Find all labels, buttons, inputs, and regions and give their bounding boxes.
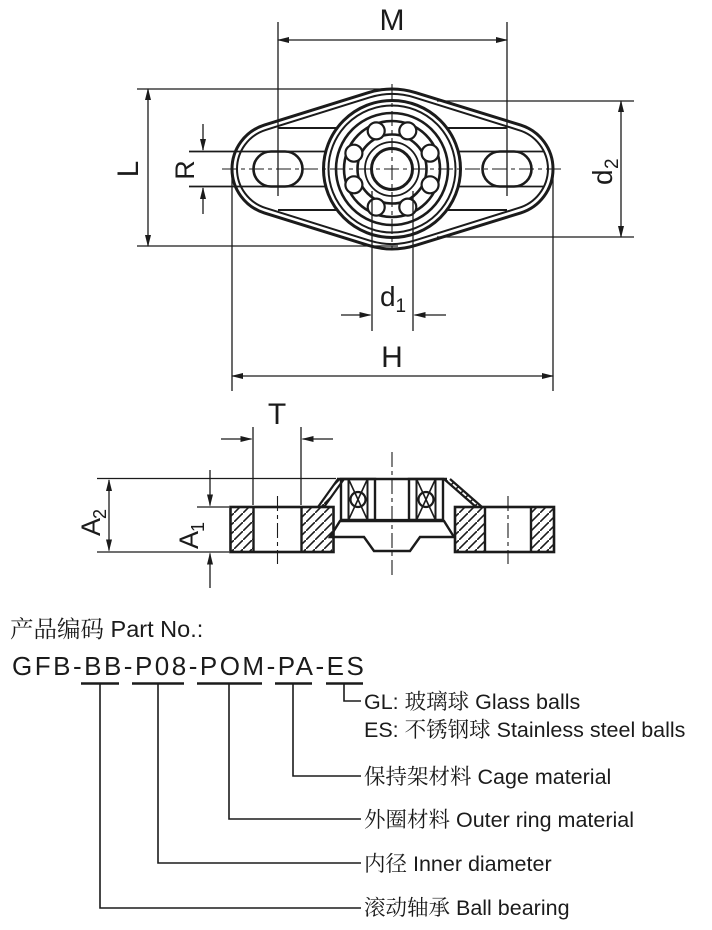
callout-line-cage xyxy=(293,684,361,776)
callout-line-inner-diameter xyxy=(158,684,361,863)
part-code-heading: 产品编码 Part No.: xyxy=(10,616,204,642)
callout-outer-ring-material: 外圈材料 Outer ring material xyxy=(364,808,635,832)
dimension-label-d1-sub: 1 xyxy=(395,296,407,317)
dimension-label-r: R xyxy=(170,160,200,180)
dimension-a2 xyxy=(76,479,336,553)
part-code-section xyxy=(10,616,685,920)
dimension-label-l: L xyxy=(112,160,145,178)
callout-stainless-balls: ES: 不锈钢球 Stainless steel balls xyxy=(364,718,686,742)
bearing-section-left xyxy=(341,479,375,520)
callout-lines xyxy=(100,684,361,908)
callout-line-ball-bearing xyxy=(100,684,361,908)
callout-line-balls xyxy=(344,684,361,701)
front-view-drawing xyxy=(112,4,634,391)
dimension-a1 xyxy=(174,470,229,588)
dimension-label-d2-sub: 2 xyxy=(602,158,623,169)
callout-ball-bearing: 滚动轴承 Ball bearing xyxy=(364,896,570,920)
dimension-label-d1-base: d xyxy=(380,281,396,312)
dimension-label-a2-sub: 2 xyxy=(90,508,110,519)
dimension-r xyxy=(170,124,203,214)
callout-cage-material: 保持架材料 Cage material xyxy=(364,765,612,789)
dimension-label-a1-base: A xyxy=(174,530,204,549)
housing-boss xyxy=(318,479,482,507)
callout-glass-balls: GL: 玻璃球 Glass balls xyxy=(364,690,581,714)
dimension-label-t: T xyxy=(267,398,287,431)
dimension-label-d2-base: d xyxy=(587,169,618,185)
side-view-drawing xyxy=(76,398,554,588)
bearing-section-right xyxy=(409,479,443,520)
callout-line-outer-ring xyxy=(229,684,361,819)
part-number-code: GFB-BB-P08-POM-PA-ES xyxy=(12,651,367,681)
dimension-label-h: H xyxy=(381,341,403,374)
dimension-label-a2-base: A xyxy=(76,517,106,536)
dimension-label-m: M xyxy=(379,4,405,37)
dimension-label-a1-sub: 1 xyxy=(188,521,208,532)
callout-inner-diameter: 内径 Inner diameter xyxy=(364,852,552,876)
dimension-t xyxy=(221,398,333,505)
